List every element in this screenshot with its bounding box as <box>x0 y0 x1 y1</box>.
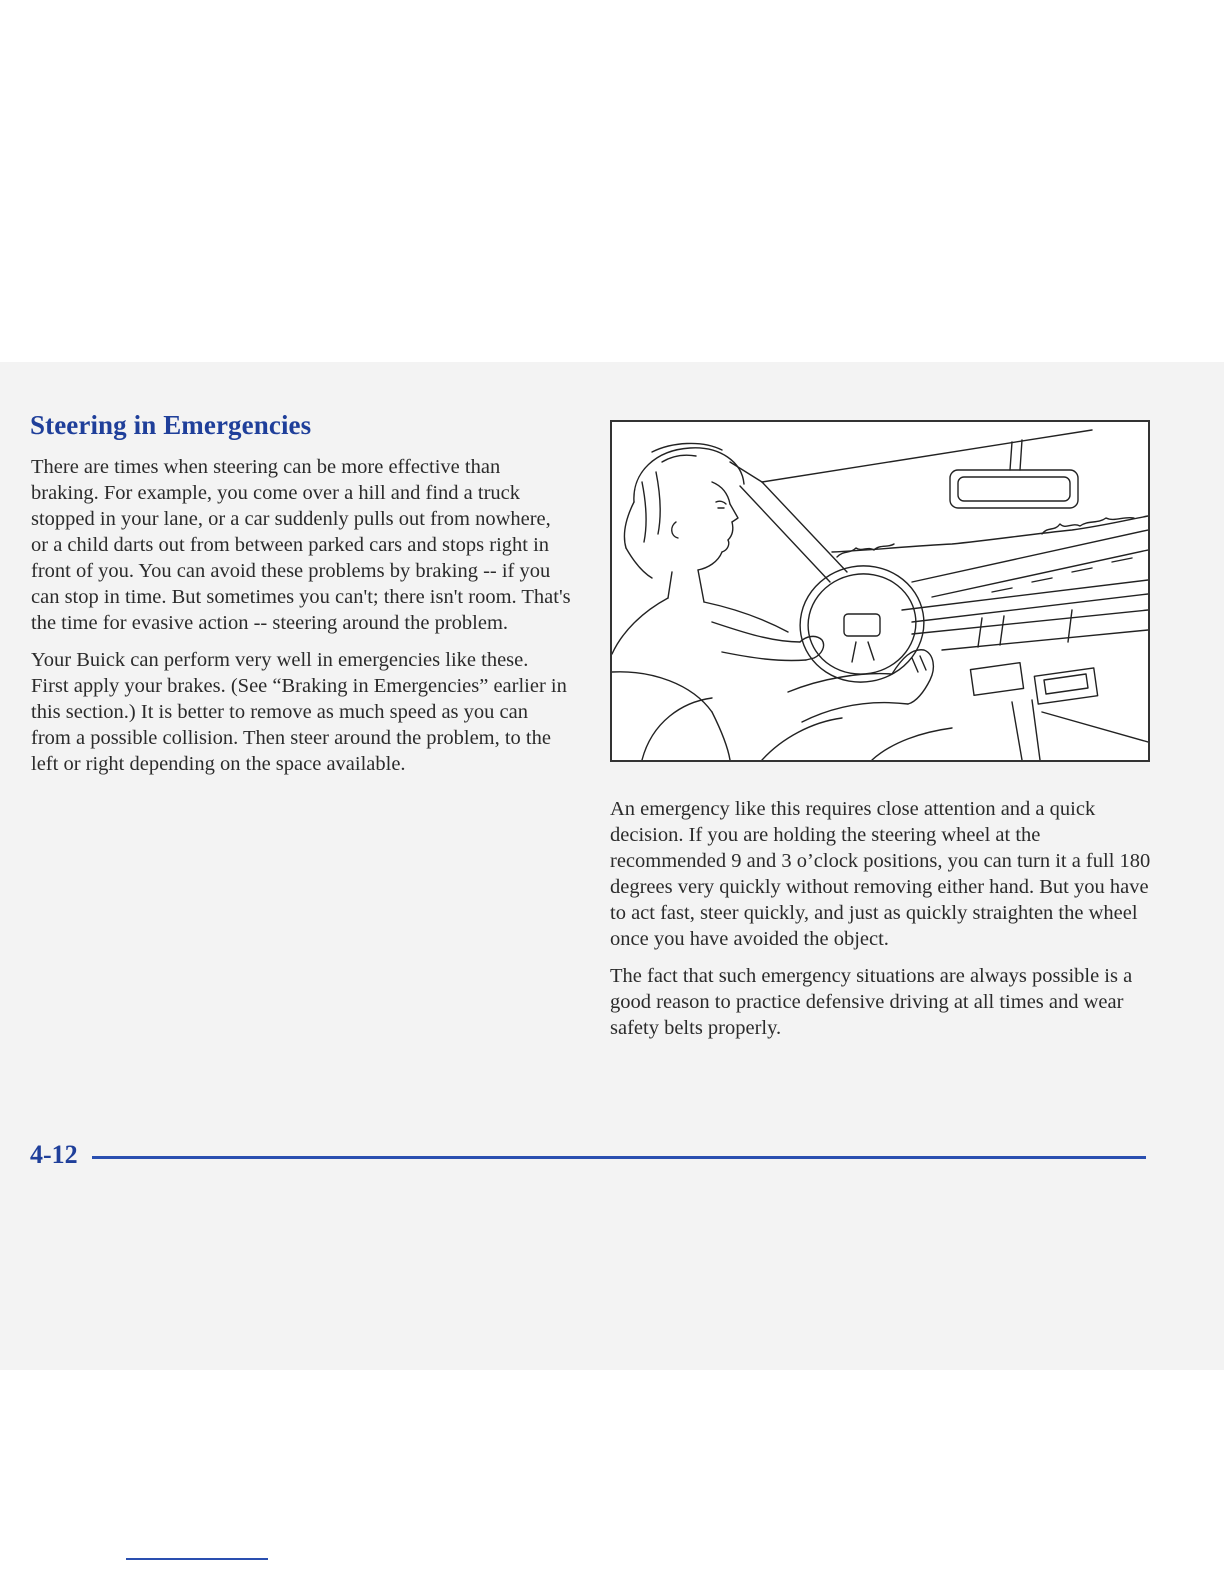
right-column <box>610 796 1155 1052</box>
left-paragraph-1: There are times when steering can be more effective than braking. For example, you come over a hill and find a truck stopped in your lane, or a car suddenly pulls out from nowhere, or a child darts out from between parked cars and stops right in front of you. You can avoid these problems by braking -- if you can stop in time. But sometimes you can't; there isn't room. That's the time for evasive action -- steering around the problem. <box>31 456 571 634</box>
bottom-link-underline <box>126 1558 268 1560</box>
section-heading: Steering in Emergencies <box>30 410 312 440</box>
page-number: 4-12 <box>30 1140 78 1169</box>
right-paragraph-1: An emergency like this requires close attention and a quick decision. If you are holding the steering wheel at the recommended 9 and 3 o’clock positions, you can turn it a full 180 degrees very quickly without removing either hand. But you have to act fast, steer quickly, and just as quickly straighten the wheel once you have avoided the object. <box>610 798 1151 950</box>
left-paragraph-2: Your Buick can perform very well in emergencies like these. First apply your brakes. (See “Braking in Emergencies” earlier in this section.) It is better to remove as much speed as you can from a possible collision. Then steer around the problem, to the left or right depending on the space available. <box>31 649 567 775</box>
footer-rule <box>92 1156 1146 1159</box>
driver-steering-illustration <box>610 420 1150 762</box>
left-column <box>31 454 571 788</box>
right-paragraph-2: The fact that such emergency situations are always possible is a good reason to practice defensive driving at all times and wear safety belts properly. <box>610 965 1133 1039</box>
